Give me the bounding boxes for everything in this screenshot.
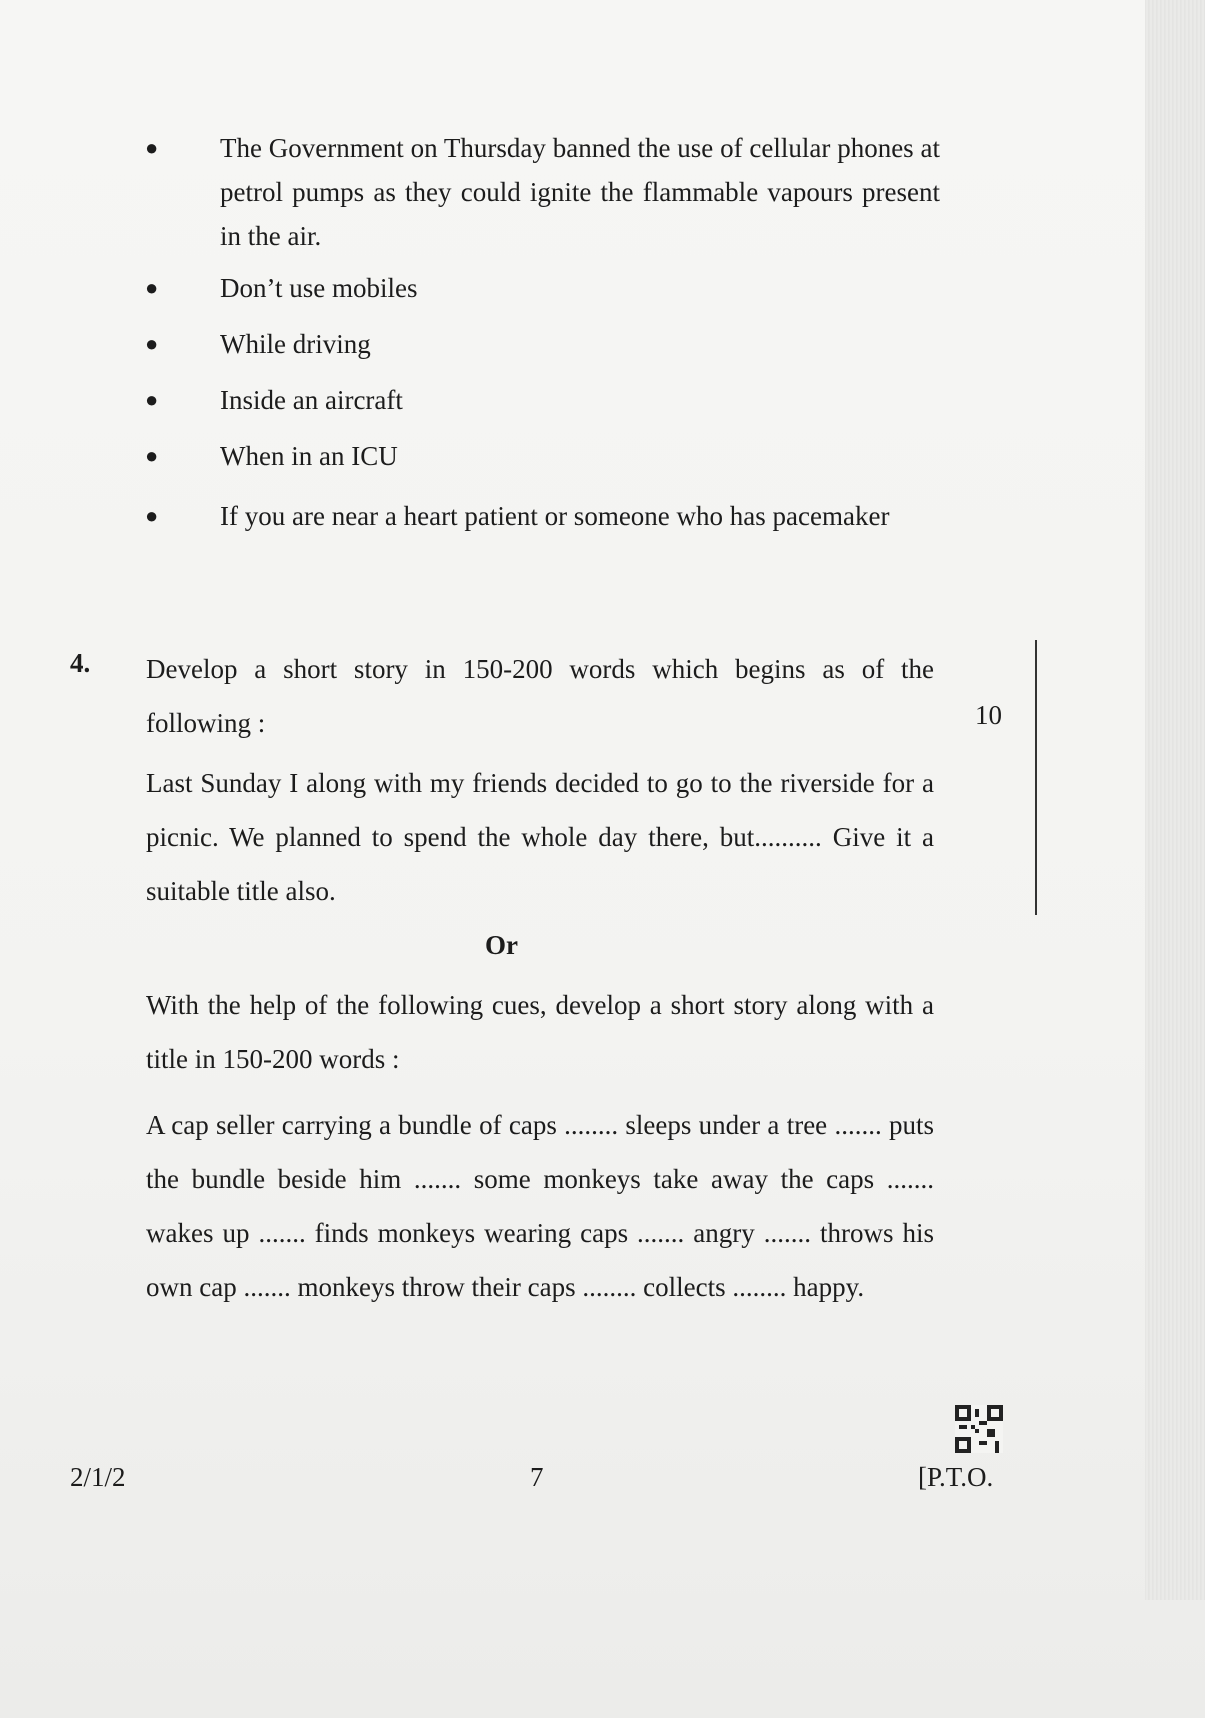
page-stack-edge bbox=[1145, 0, 1205, 1600]
bullet-item bbox=[140, 322, 940, 366]
bullet-icon: ● bbox=[145, 387, 159, 412]
bullet-text: While driving bbox=[220, 329, 371, 359]
question-number: 4. bbox=[70, 648, 91, 678]
bullet-text: Don’t use mobiles bbox=[220, 273, 418, 303]
bullet-item bbox=[140, 266, 940, 310]
or-label: Or bbox=[485, 930, 518, 960]
bullet-text: Inside an aircraft bbox=[220, 385, 403, 415]
bullet-icon: ● bbox=[145, 275, 159, 300]
bullet-icon: ● bbox=[145, 443, 159, 468]
paper-code: 2/1/2 bbox=[70, 1462, 126, 1492]
question-prompt: Develop a short story in 150-200 words which begins as of the following : bbox=[146, 654, 934, 738]
bullet-icon: ● bbox=[145, 331, 159, 356]
question-marks: 10 bbox=[975, 700, 1002, 730]
bullet-text: If you are near a heart patient or someone who has pacemaker bbox=[220, 501, 890, 531]
pto-label: [P.T.O. bbox=[918, 1462, 994, 1492]
alt-prompt: With the help of the following cues, develop a short story along with a title in 150-200 words : bbox=[146, 990, 934, 1074]
bullet-item bbox=[140, 378, 940, 422]
bullet-text: The Government on Thursday banned the use of cellular phones at petrol pumps as they could ignite the flammable vapours present in the air. bbox=[220, 133, 940, 251]
bullet-icon: ● bbox=[145, 503, 159, 528]
bullet-item bbox=[140, 494, 940, 538]
bullet-list bbox=[140, 126, 940, 538]
bullet-item bbox=[140, 434, 940, 478]
bullet-icon: ● bbox=[145, 135, 159, 160]
story-cues: A cap seller carrying a bundle of caps ........ sleeps under a tree ....... puts the bundle beside him ....... some monkeys take away the caps ....... wakes up ....... finds monkeys wearing caps ....... angry ....... throws his own cap ....... monkeys throw their caps ........ collects ........ happy. bbox=[146, 1110, 934, 1302]
story-start: Last Sunday I along with my friends decided to go to the riverside for a picnic. We planned to spend the whole day there, but.......... Give it a suitable title also. bbox=[146, 768, 934, 906]
bullet-item bbox=[140, 126, 940, 258]
margin-rule bbox=[1035, 640, 1037, 915]
page-number: 7 bbox=[530, 1462, 544, 1492]
bullet-text: When in an ICU bbox=[220, 441, 398, 471]
qr-code-icon bbox=[955, 1405, 1003, 1453]
